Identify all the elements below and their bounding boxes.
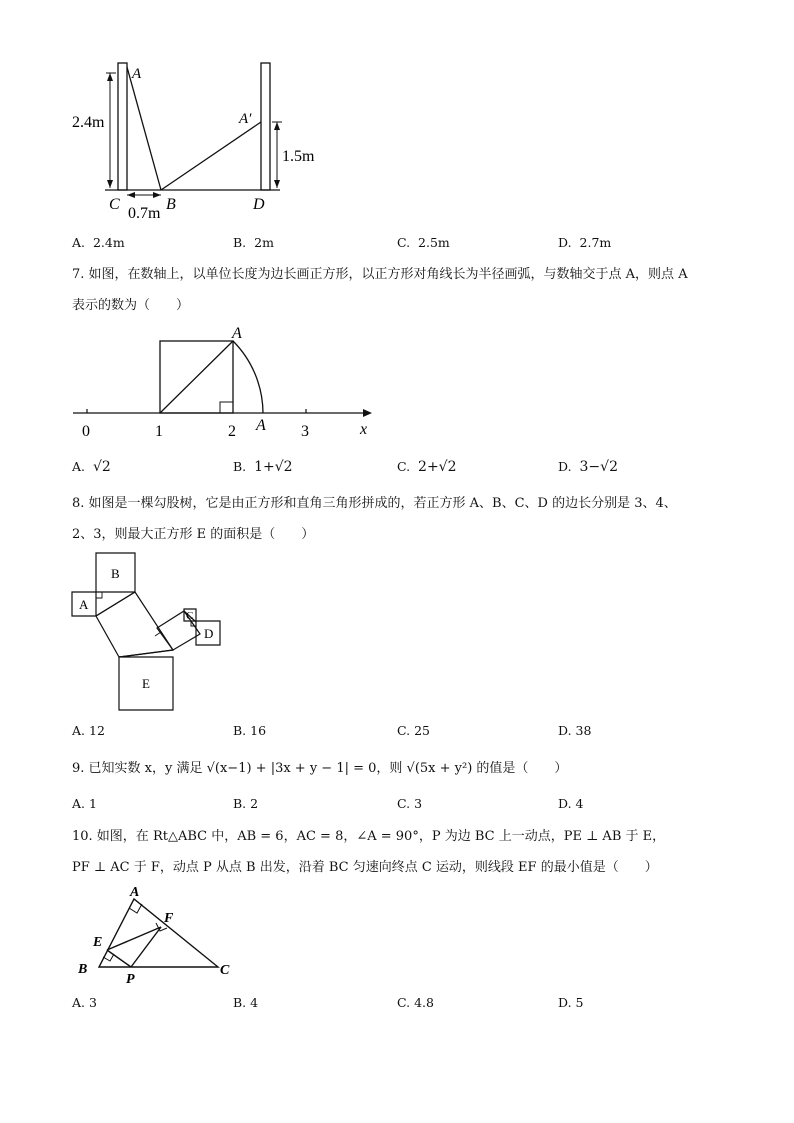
q6-label-A-prime: A′ xyxy=(239,111,252,127)
q8-option-d-letter: D. xyxy=(558,723,572,738)
q7-option-c-text: 2+√2 xyxy=(418,459,457,475)
q6-option-a xyxy=(72,235,125,250)
q7-option-b xyxy=(233,459,293,475)
q6-option-d xyxy=(558,235,611,250)
q8-figure-pythagoras-tree xyxy=(65,548,235,718)
q8-option-b-letter: B. xyxy=(233,723,247,738)
q7-option-d xyxy=(558,459,618,475)
q7-label-A-top: A xyxy=(232,325,242,342)
q10-option-d xyxy=(558,995,584,1010)
q10-label-A: A xyxy=(130,885,140,900)
q7-tick-1: 1 xyxy=(155,423,163,440)
q8-label-E: E xyxy=(142,676,150,691)
q8-label-B: B xyxy=(111,566,120,581)
q7-label-A-axis: A xyxy=(256,417,266,434)
q10-option-b-letter: B. xyxy=(233,995,247,1010)
q9-option-d-text: 4 xyxy=(575,796,584,811)
q9-option-b-letter: B. xyxy=(233,796,247,811)
q9-option-b-text: 2 xyxy=(250,796,259,811)
q10-option-d-letter: D. xyxy=(558,995,572,1010)
q10-label-B: B xyxy=(78,962,88,977)
q6-option-b-text: 2m xyxy=(254,235,274,250)
q8-option-a-letter: A. xyxy=(72,723,86,738)
q7-option-d-letter: D. xyxy=(558,459,572,474)
q7-option-a-letter: A. xyxy=(72,459,86,474)
q9-option-a-text: 1 xyxy=(89,796,97,811)
q8-option-c-text: 25 xyxy=(414,723,430,738)
q9-stem: 9. 已知实数 x，y 满足 √(x−1) + |3x + y − 1| = 0，则 √(5x + y²) 的值是（ ） xyxy=(72,761,568,776)
q10-label-F: F xyxy=(164,911,174,926)
q9-option-c xyxy=(397,796,422,811)
q7-option-d-text: 3−√2 xyxy=(579,459,618,475)
q10-label-E: E xyxy=(93,935,103,950)
q7-figure-number-line xyxy=(68,322,388,442)
q6-option-c-text: 2.5m xyxy=(418,235,450,250)
q8-label-A: A xyxy=(79,597,89,612)
q6-label-bottom: 0.7m xyxy=(128,205,161,222)
q7-tick-2: 2 xyxy=(228,423,236,440)
q9-option-d-letter: D. xyxy=(558,796,572,811)
q6-option-c xyxy=(397,235,450,250)
q8-option-c xyxy=(397,723,430,738)
q8-option-c-letter: C. xyxy=(397,723,411,738)
q8-stem-line2: 2、3，则最大正方形 E 的面积是（ ） xyxy=(72,527,315,542)
q6-option-b xyxy=(233,235,274,250)
q10-option-b xyxy=(233,995,258,1010)
q6-figure-ladder xyxy=(60,55,340,225)
q7-tick-0: 0 xyxy=(82,423,90,440)
q6-option-b-letter: B. xyxy=(233,235,247,250)
q10-option-c xyxy=(397,995,434,1010)
q8-option-d-text: 38 xyxy=(575,723,592,738)
q8-label-D: D xyxy=(204,626,214,641)
q7-option-b-text: 1+√2 xyxy=(254,459,293,475)
q7-tick-3: 3 xyxy=(301,423,309,440)
q7-option-a-text: √2 xyxy=(92,459,111,475)
q6-option-d-letter: D. xyxy=(558,235,572,250)
q6-option-a-letter: A. xyxy=(72,235,86,250)
q9-option-c-text: 3 xyxy=(414,796,423,811)
q8-option-d xyxy=(558,723,591,738)
q6-label-C: C xyxy=(109,196,120,213)
q10-option-a xyxy=(72,995,97,1010)
q8-stem-line1: 8. 如图是一棵勾股树，它是由正方形和直角三角形拼成的，若正方形 A、B、C、D 的边长分别是 3、4、 xyxy=(72,496,677,511)
q7-option-a xyxy=(72,459,111,475)
q10-stem-line1: 10. 如图，在 Rt△ABC 中，AB = 6，AC = 8，∠A = 90°，P 为边 BC 上一动点，PE ⊥ AB 于 E， xyxy=(72,829,666,844)
q9-option-a-letter: A. xyxy=(72,796,86,811)
q10-option-c-text: 4.8 xyxy=(414,995,434,1010)
q6-label-height-left: 2.4m xyxy=(72,114,105,131)
q6-label-A: A xyxy=(132,66,142,82)
q6-option-c-letter: C. xyxy=(397,235,411,250)
q6-label-B: B xyxy=(166,196,176,213)
q9-option-d xyxy=(558,796,584,811)
q8-option-a xyxy=(72,723,105,738)
q10-figure-right-triangle xyxy=(70,884,240,989)
q7-option-b-letter: B. xyxy=(233,459,247,474)
q6-label-height-right: 1.5m xyxy=(282,148,315,165)
q8-label-C: C xyxy=(186,610,194,622)
q10-option-b-text: 4 xyxy=(250,995,259,1010)
q6-label-D: D xyxy=(253,196,265,213)
q8-option-b xyxy=(233,723,266,738)
q9-option-c-letter: C. xyxy=(397,796,411,811)
q7-option-c xyxy=(397,459,457,475)
q8-option-b-text: 16 xyxy=(250,723,267,738)
q7-option-c-letter: C. xyxy=(397,459,411,474)
q10-option-a-letter: A. xyxy=(72,995,86,1010)
q6-option-a-text: 2.4m xyxy=(92,235,125,250)
q10-stem-line2: PF ⊥ AC 于 F，动点 P 从点 B 出发，沿着 BC 匀速向终点 C 运动，则线段 EF 的最小值是（ ） xyxy=(72,860,658,875)
q8-option-a-text: 12 xyxy=(89,723,105,738)
q10-option-a-text: 3 xyxy=(89,995,97,1010)
q9-option-b xyxy=(233,796,258,811)
q7-stem-line2: 表示的数为（ ） xyxy=(72,298,190,313)
q6-option-d-text: 2.7m xyxy=(579,235,612,250)
q7-axis-label-x: x xyxy=(360,421,368,438)
q9-option-a xyxy=(72,796,97,811)
q10-label-C: C xyxy=(220,963,230,978)
q7-stem-line1: 7. 如图，在数轴上，以单位长度为边长画正方形，以正方形对角线长为半径画弧，与数轴交于点 A，则点 A xyxy=(72,267,688,282)
q10-option-d-text: 5 xyxy=(575,995,584,1010)
q10-option-c-letter: C. xyxy=(397,995,411,1010)
q10-label-P: P xyxy=(126,972,135,987)
